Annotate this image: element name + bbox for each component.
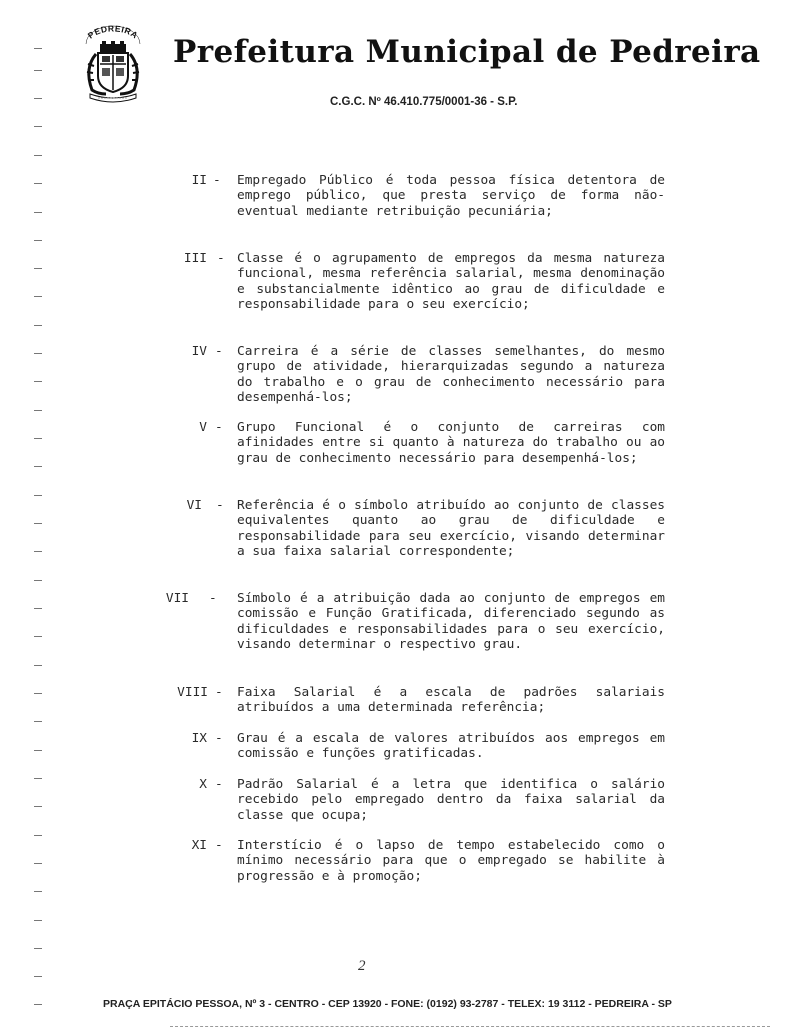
item-text: Faixa Salarial é a escala de padrões salariais atribuídos a uma determinada referência;: [237, 685, 665, 716]
footer-rule: [170, 1026, 770, 1027]
item-dash: -: [215, 838, 223, 853]
cgc-registration: C.G.C. Nº 46.410.775/0001-36 - S.P.: [330, 96, 518, 108]
item-text: Símbolo é a atribuição dada ao conjunto de empregos em comissão e Função Gratificada, diferenciado segundo as dificuldades e responsabilidades para o seu exercício, visando determinar o respectivo grau.: [237, 591, 665, 653]
item-text: Padrão Salarial é a letra que identifica o salário recebido pelo empregado dentro da faixa salarial da classe que ocupa;: [237, 777, 665, 823]
item-dash: -: [215, 685, 223, 700]
item-text: Classe é o agrupamento de empregos da mesma natureza funcional, mesma referência salarial, mesma denominação e substancialmente idêntico ao grau de dificuldade e responsabilidade para o seu exercício;: [237, 251, 665, 313]
item-text: Referência é o símbolo atribuído ao conjunto de classes equivalentes quanto ao grau de dificuldade e responsabilidade para seu exercício, visando determinar a sua faixa salarial correspondente;: [237, 498, 665, 560]
page-number: 2: [358, 958, 366, 974]
item-number: III: [183, 251, 207, 266]
seal-text: PEDREIRA: [85, 24, 141, 41]
item-dash: -: [215, 420, 223, 435]
municipality-title: Prefeitura Municipal de Pedreira: [173, 34, 761, 70]
svg-text:PEDREIRA: [86, 24, 140, 41]
item-text: Carreira é a série de classes semelhantes, do mesmo grupo de atividade, hierarquizadas segundo a natureza do trabalho e o grau de conhecimento necessário para desempenhá-los;: [237, 344, 665, 406]
item-number: IX: [191, 731, 207, 746]
item-number: II: [191, 173, 207, 188]
item-dash: -: [213, 173, 221, 188]
item-number: VI: [186, 498, 202, 513]
item-number: IV: [191, 344, 207, 359]
item-number: X: [199, 777, 207, 792]
item-dash: -: [216, 498, 224, 513]
item-text: Grupo Funcional é o conjunto de carreiras com afinidades entre si quanto à natureza do trabalho ou ao grau de conhecimento necessário para desempenhá-los;: [237, 420, 665, 466]
item-text: Empregado Público é toda pessoa física detentora de emprego público, que presta serviço de forma não-eventual mediante retribuição pecuniária;: [237, 173, 665, 219]
item-dash: -: [215, 344, 223, 359]
footer-address: PRAÇA EPITÁCIO PESSOA, Nº 3 - CENTRO - CEP 13920 - FONE: (0192) 93-2787 - TELEX: 19 3112 - PEDREIRA - SP: [103, 998, 672, 1010]
item-text: Interstício é o lapso de tempo estabelecido como o mínimo necessário para que o empregado se habilite à progressão e à promoção;: [237, 838, 665, 884]
item-number: VIII: [177, 685, 208, 700]
item-dash: -: [215, 777, 223, 792]
coat-of-arms-seal: [78, 24, 148, 104]
item-dash: -: [217, 251, 225, 266]
item-dash: -: [209, 591, 217, 606]
item-text: Grau é a escala de valores atribuídos aos empregos em comissão e funções gratificadas.: [237, 731, 665, 762]
item-number: V: [199, 420, 207, 435]
item-dash: -: [215, 731, 223, 746]
item-number: XI: [191, 838, 207, 853]
item-number: VII: [165, 591, 189, 606]
